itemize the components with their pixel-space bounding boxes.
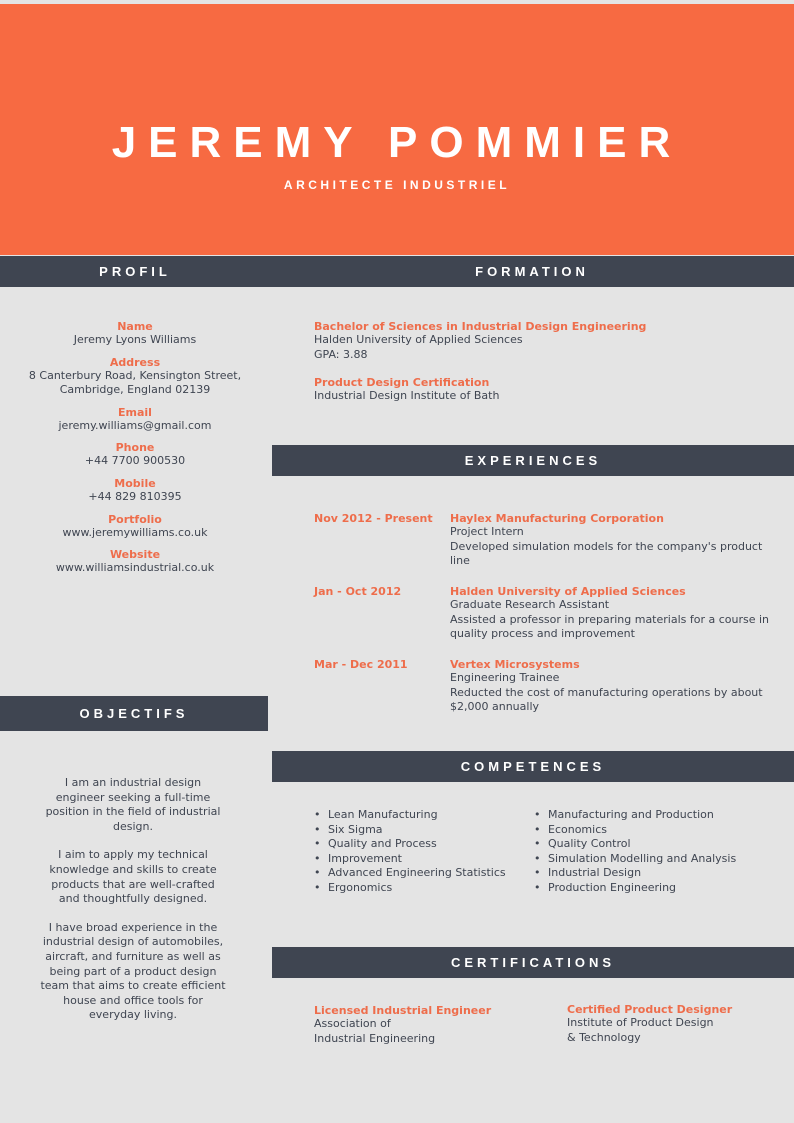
profil-label: Address [109,355,161,369]
profil-label: Name [117,320,153,333]
skill-item: • Improvement [314,852,534,867]
profil-label: Portfolio [108,512,162,526]
skill-item: • Manufacturing and Production [534,808,784,823]
experience-list [314,512,774,715]
objectif-paragraph: I am an industrial design engineer seeking a full-time position in the field of industrial design. [45,776,221,833]
profil-value: Jeremy Lyons Williams [73,333,197,346]
certification-org: & Technology [567,1030,641,1044]
experiences-heading: EXPERIENCES [272,445,794,476]
degree: Bachelor of Sciences in Industrial Design Engineering [314,320,647,333]
objectifs-heading: OBJECTIFS [0,696,268,731]
candidate-title: ARCHITECTE INDUSTRIEL [283,178,511,192]
experience-date: Nov 2012 - Present [314,512,433,525]
experience-company: Halden University of Applied Sciences [450,585,686,598]
experience-item [314,658,774,715]
competences-left [314,808,534,896]
skill-item: • Quality Control [534,837,784,852]
profil-heading: PROFIL [99,264,171,279]
experience-item [314,585,774,658]
certification-title: Certified Product Designer [567,1003,733,1016]
competences-right [534,808,784,896]
certification-item [314,1004,554,1046]
certification-org: Association of [314,1017,391,1030]
school: Industrial Design Institute of Bath [314,389,500,403]
skill-item: • Industrial Design [534,866,784,881]
experience-date: Mar - Dec 2011 [314,658,408,671]
skill-item: • Simulation Modelling and Analysis [534,852,784,867]
profil-value: +44 7700 900530 [84,454,186,468]
profil-value: www.jeremywilliams.co.uk [62,525,208,539]
profil-value: 8 Canterbury Road, Kensington Street, Cambridge, England 02139 [28,368,242,397]
gpa: GPA: 3.88 [314,347,368,361]
certification-item [567,1003,787,1045]
objectif-paragraph: I have broad experience in the industrial design of automobiles, aircraft, and furniture as well as being part of a product design team that aims to create efficient house and office tools for everyday living. [40,920,226,1022]
profil-value: www.williamsindustrial.co.uk [55,561,215,575]
profil-label: Email [118,405,152,419]
experience-desc: Reducted the cost of manufacturing operations by about $2,000 annually [450,685,763,714]
skill-item: • Production Engineering [534,881,784,896]
experience-role: Project Intern [450,525,524,538]
candidate-name: JEREMY POMMIER [111,118,683,167]
profil-label: Phone [115,441,155,455]
experience-company: Haylex Manufacturing Corporation [450,512,664,525]
experience-desc: Developed simulation models for the company's product line [450,539,763,568]
skill-item: • Six Sigma [314,823,534,838]
skill-item: • Lean Manufacturing [314,808,534,823]
competences-heading: COMPETENCES [272,751,794,782]
experience-item [314,512,774,585]
skill-item: • Quality and Process [314,837,534,852]
experience-role: Engineering Trainee [450,671,560,684]
profil-label: Website [109,548,161,562]
certifications-heading: CERTIFICATIONS [272,947,794,978]
skill-item: • Ergonomics [314,881,534,896]
formation-heading: FORMATION [475,264,589,279]
profil-details [20,312,250,576]
objectifs-text [40,776,226,1023]
certification-org: Industrial Engineering [314,1031,436,1045]
experience-role: Graduate Research Assistant [450,598,610,611]
profil-label: Mobile [114,476,156,490]
degree: Product Design Certification [314,376,490,390]
school: Halden University of Applied Sciences [314,333,523,346]
experience-date: Jan - Oct 2012 [314,585,402,598]
experience-desc: Assisted a professor in preparing materials for a course in quality process and improvement [450,612,770,641]
formation-list [314,320,774,404]
profil-value: +44 829 810395 [88,489,182,503]
skill-item: • Advanced Engineering Statistics [314,866,534,881]
certification-title: Licensed Industrial Engineer [314,1004,492,1017]
skill-item: • Economics [534,823,784,838]
profil-value: jeremy.williams@gmail.com [58,418,212,432]
objectif-paragraph: I aim to apply my technical knowledge and skills to create products that are well-crafted and thoughtfully designed. [49,848,217,906]
experience-company: Vertex Microsystems [450,658,580,671]
certification-org: Institute of Product Design [567,1016,714,1029]
